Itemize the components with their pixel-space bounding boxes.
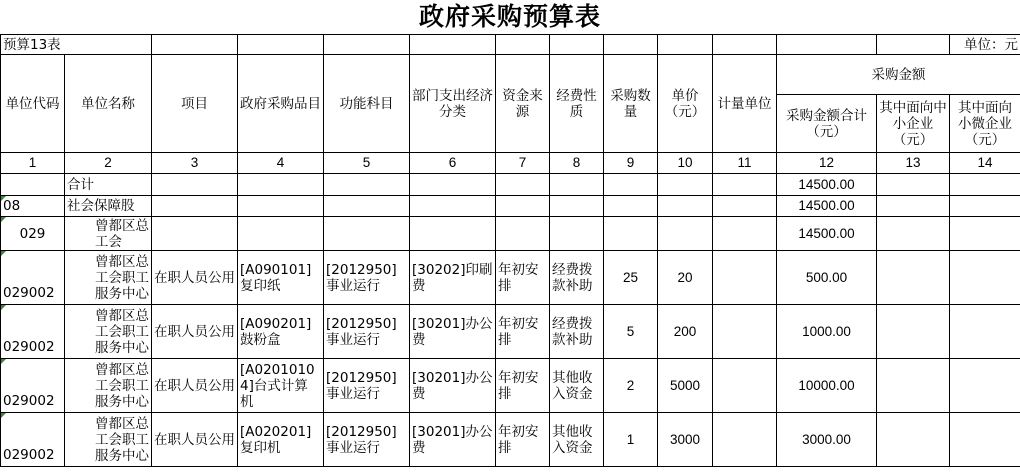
- table-row: [1, 413, 1020, 467]
- cell-func[interactable]: [2012950]事业运行: [324, 251, 410, 305]
- col-number[interactable]: 10: [658, 153, 713, 174]
- col-number[interactable]: 13: [877, 153, 950, 174]
- cell-nature[interactable]: 经费拨款补助: [550, 305, 604, 359]
- cell-measure[interactable]: [713, 251, 777, 305]
- header-fund-source[interactable]: 资金来源: [496, 55, 550, 153]
- col-number[interactable]: 12: [777, 153, 877, 174]
- cell-name[interactable]: 曾都区总工会职工服务中心: [65, 251, 152, 305]
- col-number[interactable]: 8: [550, 153, 604, 174]
- header-qty[interactable]: 采购数量: [604, 55, 658, 153]
- table-code[interactable]: 预算13表: [1, 35, 152, 55]
- cell-func[interactable]: [2012950]事业运行: [324, 413, 410, 467]
- cell-measure[interactable]: [713, 413, 777, 467]
- cell-marker-icon: [1, 413, 6, 418]
- header-gov-item[interactable]: 政府采购品目: [238, 55, 324, 153]
- cell-marker-icon: [1, 217, 6, 222]
- header-unit-name[interactable]: 单位名称: [65, 55, 152, 153]
- page-title: 政府采购预算表: [418, 2, 601, 31]
- cell-nature[interactable]: 其他收入资金: [550, 359, 604, 413]
- table-row: [1, 251, 1020, 305]
- cell-total[interactable]: 500.00: [777, 251, 877, 305]
- cell-econ[interactable]: [30202]印刷费: [410, 251, 496, 305]
- cell-item[interactable]: [A02010104]台式计算机: [238, 359, 324, 413]
- cell-name[interactable]: 曾都区总工会: [65, 217, 152, 251]
- cell-measure[interactable]: [713, 305, 777, 359]
- cell-code[interactable]: 029002: [1, 359, 65, 413]
- col-number[interactable]: 3: [152, 153, 238, 174]
- header-project[interactable]: 项目: [152, 55, 238, 153]
- meta-row: [1, 35, 1020, 55]
- cell-marker-icon: [1, 359, 6, 364]
- cell-code[interactable]: 029: [1, 217, 65, 251]
- cell-price[interactable]: 3000: [658, 413, 713, 467]
- cell-code[interactable]: 029002: [1, 305, 65, 359]
- header-price[interactable]: 单价（元）: [658, 55, 713, 153]
- cell-item[interactable]: [A020201]复印机: [238, 413, 324, 467]
- cell-total[interactable]: 14500.00: [777, 196, 877, 217]
- cell-sme[interactable]: [877, 359, 950, 413]
- cell-project[interactable]: 在职人员公用: [152, 413, 238, 467]
- cell-item[interactable]: [A090201]鼓粉盒: [238, 305, 324, 359]
- table-row: [1, 305, 1020, 359]
- cell-code[interactable]: 029002: [1, 251, 65, 305]
- table-row: [1, 196, 1020, 217]
- cell-source[interactable]: 年初安排: [496, 305, 550, 359]
- cell-project[interactable]: 在职人员公用: [152, 251, 238, 305]
- cell-qty[interactable]: 1: [604, 413, 658, 467]
- cell-total[interactable]: 10000.00: [777, 359, 877, 413]
- cell-marker-icon: [1, 251, 6, 256]
- cell-source[interactable]: 年初安排: [496, 251, 550, 305]
- cell-nature[interactable]: 经费拨款补助: [550, 251, 604, 305]
- cell-qty[interactable]: 5: [604, 305, 658, 359]
- cell-func[interactable]: [2012950]事业运行: [324, 359, 410, 413]
- cell-code[interactable]: [1, 174, 65, 196]
- header-row: [1, 55, 1020, 95]
- cell-econ[interactable]: [30201]办公费: [410, 413, 496, 467]
- header-amount-total[interactable]: 采购金额合计（元）: [777, 95, 877, 153]
- header-amount-sme[interactable]: 其中面向中小企业（元）: [877, 95, 950, 153]
- cell-price[interactable]: 5000: [658, 359, 713, 413]
- header-func-subject[interactable]: 功能科目: [324, 55, 410, 153]
- cell-name[interactable]: 曾都区总工会职工服务中心: [65, 359, 152, 413]
- cell-micro[interactable]: [950, 359, 1020, 413]
- header-amount-micro[interactable]: 其中面向小微企业（元）: [950, 95, 1020, 153]
- cell-project[interactable]: 在职人员公用: [152, 359, 238, 413]
- col-number[interactable]: 4: [238, 153, 324, 174]
- budget-table: [0, 34, 1020, 467]
- unit-label[interactable]: 单位：元: [950, 35, 1020, 55]
- cell-micro[interactable]: [950, 251, 1020, 305]
- cell-total[interactable]: 1000.00: [777, 305, 877, 359]
- cell-total[interactable]: 3000.00: [777, 413, 877, 467]
- cell-name[interactable]: 曾都区总工会职工服务中心: [65, 305, 152, 359]
- cell-marker-icon: [1, 305, 6, 310]
- col-number[interactable]: 1: [1, 153, 65, 174]
- col-number[interactable]: 5: [324, 153, 410, 174]
- cell-name[interactable]: 合计: [65, 174, 152, 196]
- col-number[interactable]: 9: [604, 153, 658, 174]
- cell-qty[interactable]: 2: [604, 359, 658, 413]
- col-number[interactable]: 2: [65, 153, 152, 174]
- col-number[interactable]: 7: [496, 153, 550, 174]
- cell-price[interactable]: 200: [658, 305, 713, 359]
- cell-sme[interactable]: [877, 413, 950, 467]
- header-measure[interactable]: 计量单位: [713, 55, 777, 153]
- col-number[interactable]: 6: [410, 153, 496, 174]
- cell-source[interactable]: 年初安排: [496, 413, 550, 467]
- cell-micro[interactable]: [950, 305, 1020, 359]
- cell-name[interactable]: 社会保障股: [65, 196, 152, 217]
- header-econ-class[interactable]: 部门支出经济分类: [410, 55, 496, 153]
- cell-qty[interactable]: 25: [604, 251, 658, 305]
- header-unit-code[interactable]: 单位代码: [1, 55, 65, 153]
- cell-econ[interactable]: [30201]办公费: [410, 359, 496, 413]
- table-row: [1, 217, 1020, 251]
- cell-micro[interactable]: [950, 413, 1020, 467]
- cell-nature[interactable]: 其他收入资金: [550, 413, 604, 467]
- col-number[interactable]: 11: [713, 153, 777, 174]
- cell-measure[interactable]: [713, 359, 777, 413]
- cell-price[interactable]: 20: [658, 251, 713, 305]
- header-amount-group[interactable]: 采购金额: [777, 55, 1020, 95]
- header-fund-nature[interactable]: 经费性质: [550, 55, 604, 153]
- cell-total[interactable]: 14500.00: [777, 217, 877, 251]
- cell-econ[interactable]: [30201]办公费: [410, 305, 496, 359]
- cell-project[interactable]: 在职人员公用: [152, 305, 238, 359]
- cell-item[interactable]: [A090101]复印纸: [238, 251, 324, 305]
- cell-func[interactable]: [2012950]事业运行: [324, 305, 410, 359]
- cell-sme[interactable]: [877, 305, 950, 359]
- table-row: [1, 174, 1020, 196]
- cell-total[interactable]: 14500.00: [777, 174, 877, 196]
- cell-code[interactable]: 08: [1, 196, 65, 217]
- cell-sme[interactable]: [877, 251, 950, 305]
- cell-marker-icon: [1, 196, 6, 201]
- cell-name[interactable]: 曾都区总工会职工服务中心: [65, 413, 152, 467]
- table-row: [1, 359, 1020, 413]
- cell-code[interactable]: 029002: [1, 413, 65, 467]
- column-number-row: [1, 153, 1020, 174]
- cell-source[interactable]: 年初安排: [496, 359, 550, 413]
- col-number[interactable]: 14: [950, 153, 1020, 174]
